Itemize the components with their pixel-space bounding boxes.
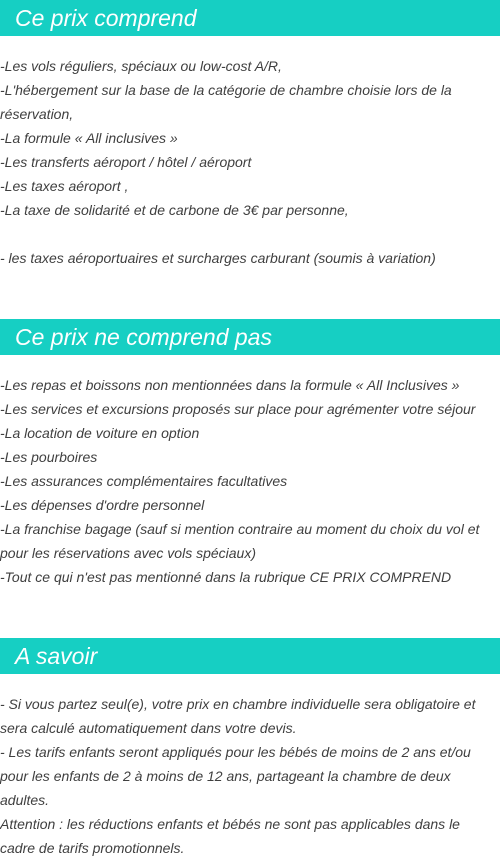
list-item: -La location de voiture en option	[0, 425, 200, 441]
list-item: - les taxes aéroportuaires et surcharges carburant (soumis à variation)	[0, 250, 436, 266]
list-item: -Tout ce qui n'est pas mentionné dans la rubrique CE PRIX COMPREND	[0, 569, 452, 585]
list-item: -Les taxes aéroport ,	[0, 178, 129, 194]
blank-line	[0, 222, 498, 246]
section-title-price-includes: Ce prix comprend	[0, 0, 500, 36]
list-item: - Si vous partez seul(e), votre prix en chambre individuelle sera obligatoire et sera calculé automatiquement dans votre devis.	[0, 696, 476, 736]
list-item: - Les tarifs enfants seront appliqués pour les bébés de moins de 2 ans et/ou pour les enfants de 2 à moins de 12 ans, partageant la chambre de deux adultes.	[0, 744, 471, 808]
list-item: -Les vols réguliers, spéciaux ou low-cost A/R,	[0, 58, 282, 74]
section-price-includes	[0, 0, 500, 270]
list-item: -La taxe de solidarité et de carbone de 3€ par personne,	[0, 202, 349, 218]
list-item: -L'hébergement sur la base de la catégorie de chambre choisie lors de la réservation,	[0, 82, 452, 122]
list-item: -Les transferts aéroport / hôtel / aéroport	[0, 154, 252, 170]
list-item: -Les assurances complémentaires facultatives	[0, 473, 288, 489]
section-title-good-to-know: A savoir	[0, 638, 500, 674]
list-item: -La formule « All inclusives »	[0, 130, 178, 146]
section-body-price-includes	[0, 54, 500, 270]
section-price-excludes	[0, 319, 500, 589]
section-body-price-excludes	[0, 373, 500, 589]
list-item: -Les dépenses d'ordre personnel	[0, 497, 205, 513]
section-title-price-excludes: Ce prix ne comprend pas	[0, 319, 500, 355]
list-item: -La franchise bagage (sauf si mention contraire au moment du choix du vol et pour les réservations avec vols spéciaux)	[0, 521, 480, 561]
list-item: -Les repas et boissons non mentionnées dans la formule « All Inclusives »	[0, 377, 460, 393]
list-item: -Les pourboires	[0, 449, 98, 465]
list-item: -Les services et excursions proposés sur place pour agrémenter votre séjour	[0, 401, 476, 417]
list-item: Attention : les réductions enfants et bébés ne sont pas applicables dans le cadre de tarifs promotionnels.	[0, 816, 460, 856]
section-good-to-know	[0, 638, 500, 860]
